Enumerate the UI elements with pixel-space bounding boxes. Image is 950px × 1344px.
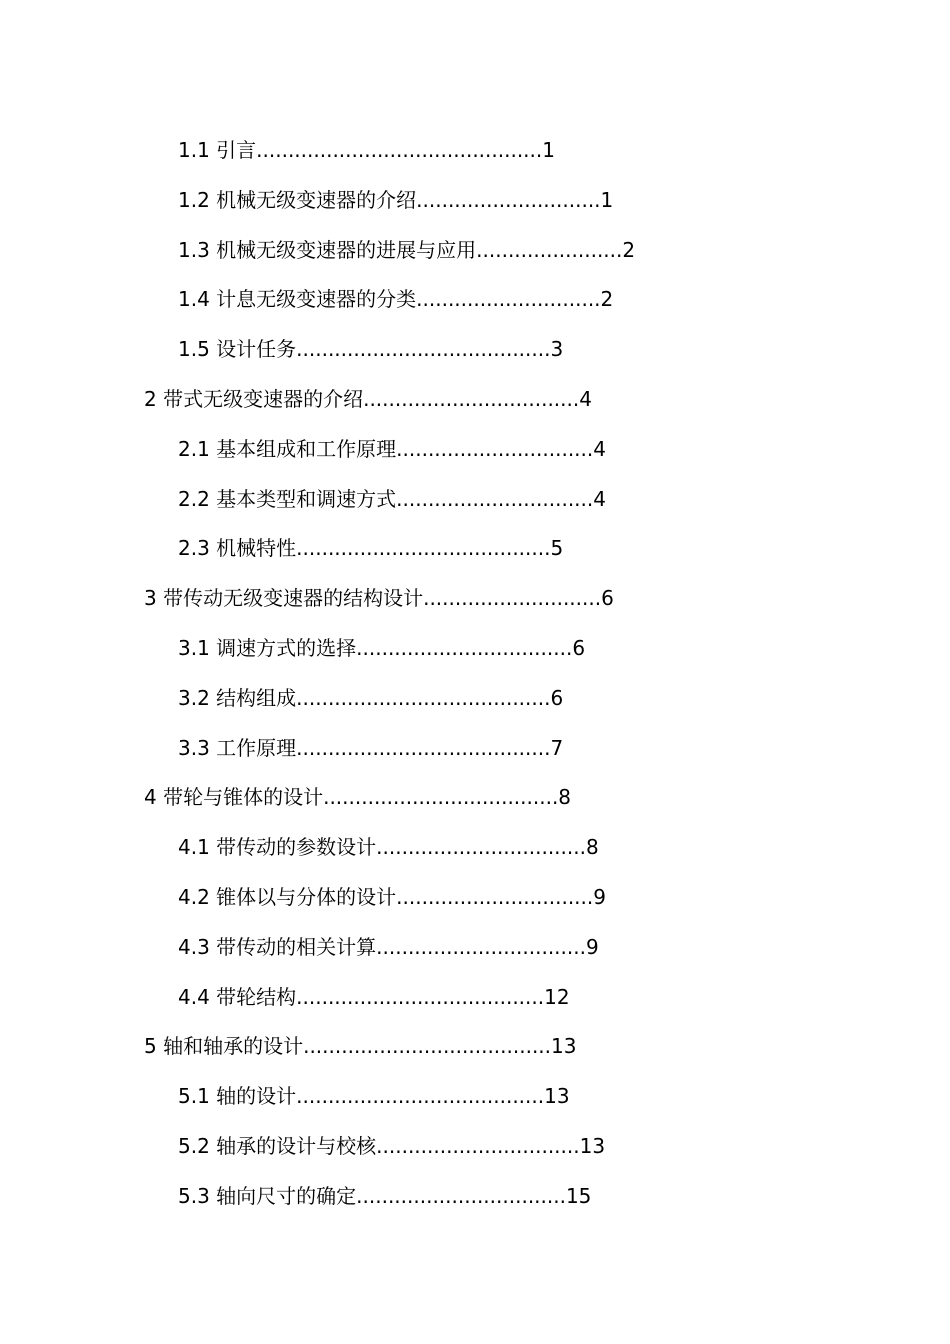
toc-entry-3-1[interactable] — [0, 629, 950, 679]
toc-entry-text: 1.1 引言.............................................1 — [178, 138, 555, 162]
toc-entry-4-1[interactable] — [0, 828, 950, 878]
toc-entry-text: 3 带传动无级变速器的结构设计............................6 — [144, 586, 614, 611]
toc-entry-text: 3.1 调速方式的选择..................................6 — [178, 635, 586, 660]
toc-entry-text: 5.3 轴向尺寸的确定.................................15 — [178, 1183, 592, 1208]
table-of-contents — [0, 131, 950, 1227]
toc-entry-1-3[interactable] — [0, 231, 950, 281]
toc-entry-4-2[interactable] — [0, 878, 950, 928]
toc-entry-4-3[interactable] — [0, 928, 950, 978]
toc-entry-2-2[interactable] — [0, 480, 950, 530]
toc-entry-text: 2.2 基本类型和调速方式...............................4 — [178, 486, 606, 511]
toc-entry-text: 4.1 带传动的参数设计.................................8 — [178, 835, 599, 860]
toc-entry-text: 4.2 锥体以与分体的设计...............................9 — [178, 884, 606, 909]
toc-entry-3-2[interactable] — [0, 679, 950, 729]
toc-entry-text: 4.4 带轮结构.......................................12 — [178, 984, 570, 1009]
toc-entry-4[interactable] — [0, 778, 950, 828]
toc-entry-1-1[interactable] — [0, 131, 950, 181]
toc-entry-text: 2.3 机械特性........................................5 — [178, 536, 564, 561]
toc-entry-text: 1.4 计息无级变速器的分类.............................2 — [178, 287, 614, 312]
toc-entry-text: 5.1 轴的设计.......................................13 — [178, 1084, 570, 1109]
toc-entry-1-4[interactable] — [0, 280, 950, 330]
toc-entry-text: 5 轴和轴承的设计.......................................13 — [144, 1034, 577, 1059]
toc-entry-5[interactable] — [0, 1027, 950, 1077]
toc-entry-3-3[interactable] — [0, 729, 950, 779]
toc-entry-1-2[interactable] — [0, 181, 950, 231]
toc-entry-1-5[interactable] — [0, 330, 950, 380]
toc-entry-text: 4.3 带传动的相关计算.................................9 — [178, 934, 599, 959]
toc-entry-text: 1.2 机械无级变速器的介绍.............................1 — [178, 187, 614, 212]
toc-entry-5-3[interactable] — [0, 1177, 950, 1227]
toc-entry-text: 2.1 基本组成和工作原理...............................4 — [178, 436, 606, 461]
toc-entry-text: 2 带式无级变速器的介绍..................................4 — [144, 386, 592, 411]
toc-entry-text: 4 带轮与锥体的设计.....................................8 — [144, 785, 572, 810]
toc-entry-2[interactable] — [0, 380, 950, 430]
toc-entry-text: 3.2 结构组成........................................6 — [178, 685, 564, 710]
toc-entry-5-1[interactable] — [0, 1077, 950, 1127]
toc-entry-text: 3.3 工作原理........................................7 — [178, 735, 564, 760]
toc-entry-5-2[interactable] — [0, 1127, 950, 1177]
toc-entry-2-1[interactable] — [0, 430, 950, 480]
toc-entry-2-3[interactable] — [0, 529, 950, 579]
toc-entry-text: 1.5 设计任务........................................3 — [178, 337, 564, 362]
toc-entry-text: 5.2 轴承的设计与校核................................13 — [178, 1133, 606, 1158]
toc-entry-text: 1.3 机械无级变速器的进展与应用.......................2 — [178, 237, 636, 262]
toc-entry-3[interactable] — [0, 579, 950, 629]
toc-entry-4-4[interactable] — [0, 978, 950, 1028]
